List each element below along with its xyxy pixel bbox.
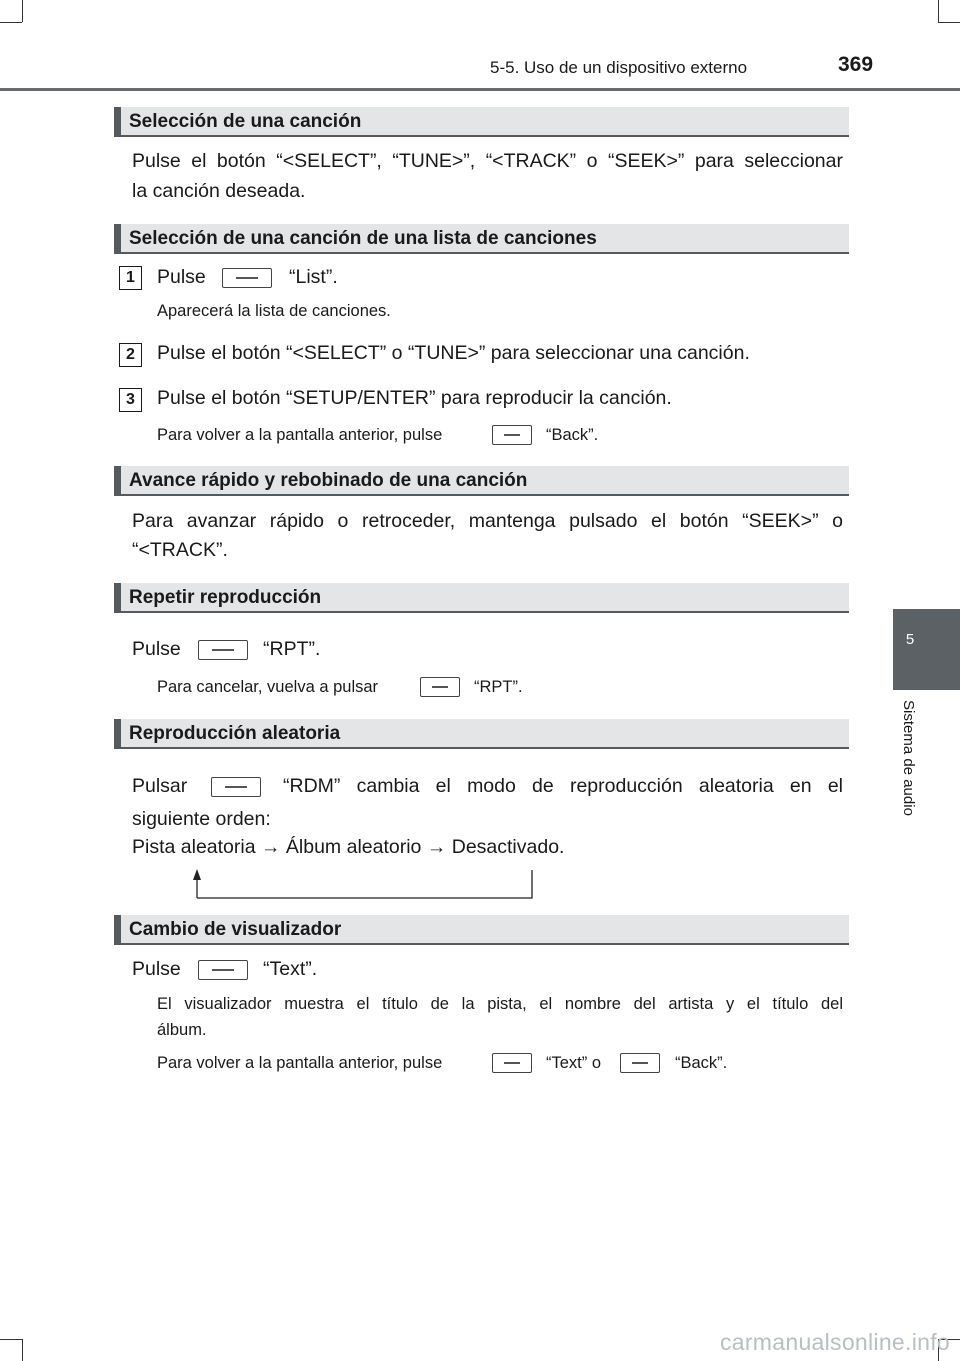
note-text: Para volver a la pantalla anterior, pulse <box>157 1054 443 1072</box>
section-title: Selección de una canción <box>129 111 362 132</box>
watermark: carmanualsonline.info <box>719 1329 950 1355</box>
body-text: “RDM” cambia el modo de reproducción aleatoria en el <box>283 775 843 797</box>
note-text: “Text” o <box>546 1054 602 1072</box>
button-icon <box>492 1053 532 1073</box>
note-text: álbum. <box>157 1021 207 1039</box>
section-title: Cambio de visualizador <box>129 919 342 940</box>
section-title: Selección de una canción de una lista de canciones <box>129 228 597 249</box>
body-text: la canción deseada. <box>132 180 306 202</box>
button-icon <box>420 677 460 697</box>
section-heading <box>114 466 849 496</box>
crop-mark <box>22 0 23 22</box>
section-heading <box>114 719 849 749</box>
note-text: “Back”. <box>675 1054 728 1072</box>
chapter-number: 5 <box>905 631 915 648</box>
step-text: Pulse <box>157 266 206 288</box>
body-text: Pulsar <box>132 775 188 797</box>
button-icon <box>620 1053 660 1073</box>
body-text: Para avanzar rápido o retroceder, mantenga pulsado el botón “SEEK>” o <box>132 510 843 532</box>
header-rule <box>0 88 960 91</box>
step-number: 1 <box>119 266 142 290</box>
button-icon <box>222 268 272 288</box>
body-text: Pulse <box>132 958 181 980</box>
crop-mark <box>938 22 960 23</box>
section-heading <box>114 915 849 945</box>
section-header: 5-5. Uso de un dispositivo externo <box>490 58 748 77</box>
body-text: “RPT”. <box>263 638 321 660</box>
step-text: Pulse el botón “SETUP/ENTER” para reproducir la canción. <box>157 387 672 409</box>
section-title: Reproducción aleatoria <box>129 723 341 744</box>
body-text: Pulse el botón “<SELECT”, “TUNE>”, “<TRACK” o “SEEK>” para seleccionar <box>132 150 843 172</box>
step-number: 2 <box>119 343 142 367</box>
chapter-label-text: Sistema de audio <box>900 700 917 816</box>
step-number: 3 <box>119 388 142 412</box>
note-text: Aparecerá la lista de canciones. <box>157 302 391 320</box>
note-text: El visualizador muestra el título de la pista, el nombre del artista y el título del <box>157 995 843 1013</box>
button-icon <box>198 960 248 980</box>
section-heading <box>114 224 849 254</box>
body-text: Pulse <box>132 638 181 660</box>
crop-mark <box>0 1339 22 1340</box>
button-icon <box>198 640 248 660</box>
button-icon <box>211 777 261 797</box>
body-text: “Text”. <box>263 958 318 980</box>
section-heading <box>114 107 849 137</box>
crop-mark <box>0 22 22 23</box>
body-text: “<TRACK”. <box>132 539 228 561</box>
section-title: Avance rápido y rebobinado de una canción <box>129 470 528 491</box>
cycle-arrow-icon <box>185 866 545 902</box>
page-number: 369 <box>838 53 874 76</box>
crop-mark <box>22 1339 23 1361</box>
note-text: Para cancelar, vuelva a pulsar <box>157 678 379 696</box>
step-text: “List”. <box>289 266 338 288</box>
body-text: Pista aleatoria → Álbum aleatorio → Desactivado. <box>132 836 565 858</box>
note-text: “RPT”. <box>474 678 523 696</box>
button-icon <box>492 425 532 445</box>
chapter-label <box>888 700 932 840</box>
body-text: siguiente orden: <box>132 808 271 830</box>
section-title: Repetir reproducción <box>129 587 322 608</box>
step-text: Pulse el botón “<SELECT” o “TUNE>” para seleccionar una canción. <box>157 342 750 364</box>
note-text: Para volver a la pantalla anterior, pulse <box>157 426 443 444</box>
note-text: “Back”. <box>546 426 599 444</box>
section-heading <box>114 583 849 613</box>
crop-mark <box>938 0 939 22</box>
chapter-tab <box>893 609 960 690</box>
